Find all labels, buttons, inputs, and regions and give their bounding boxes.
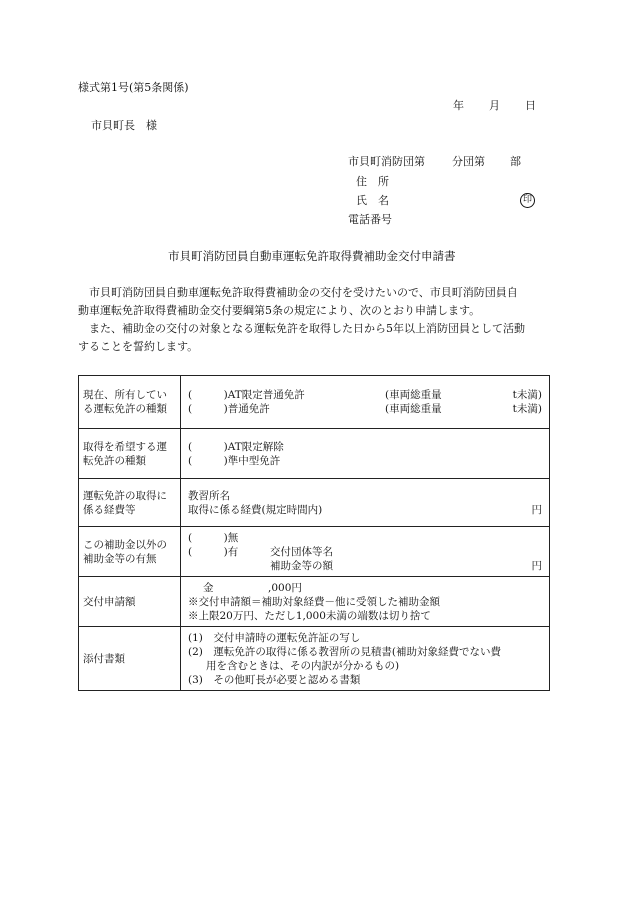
school-name-label: 教習所名: [188, 489, 230, 502]
body-p2-line2: することを誓約します。: [78, 340, 199, 353]
row-attachments: [79, 627, 550, 691]
row-other-subsidy: [79, 527, 550, 577]
row-costs: [79, 479, 550, 527]
label-costs: 運転免許の取得に係る経費等: [79, 479, 181, 527]
request-thousand: ,000円: [268, 581, 302, 594]
body-paragraph-1: [78, 284, 558, 320]
document-title: 市貝町消防団員自動車運転免許取得費補助金交付申請書: [168, 249, 456, 263]
desired-opt-at-removal: ( )AT限定解除: [188, 440, 284, 453]
phone-label: 電話番号: [348, 213, 392, 226]
current-opt-regular: ( )普通免許: [188, 403, 270, 415]
desired-opt-semi-medium: ( )準中型免許: [188, 454, 281, 467]
current-opt-regular-unit: t未満): [512, 403, 542, 415]
cost-label: 取得に係る経費(規定時間内): [188, 503, 323, 516]
body-p1-line2: 動車運転免許取得費補助金交付要綱第5条の規定により、次のとおり申請します。: [78, 304, 481, 317]
current-opt-at: ( )AT限定普通免許: [188, 389, 305, 401]
body-paragraph-2: [78, 320, 558, 356]
name-label: 氏 名: [356, 194, 389, 207]
attachment-item-1: (1) 交付申請時の運転免許証の写し: [188, 631, 361, 644]
cell-current-license: [181, 376, 550, 429]
label-current-license: 現在、所有している運転免許の種類: [79, 376, 181, 429]
cell-costs: [181, 479, 550, 527]
other-yes: ( )有: [188, 545, 239, 558]
application-table: [78, 375, 550, 691]
label-attachments: 添付書類: [79, 627, 181, 691]
date-day: 日: [525, 99, 536, 112]
other-yen: 円: [531, 559, 542, 572]
addressee: 市貝町長 様: [91, 119, 157, 132]
current-opt-at-note: (車両総重量: [385, 389, 442, 401]
label-other-subsidy: この補助金以外の補助金等の有無: [79, 527, 181, 577]
other-org-label: 交付団体等名: [270, 545, 333, 558]
affiliation-bundan: 分団第: [452, 155, 485, 168]
cell-request-amount: [181, 577, 550, 627]
body-p1-line1: 市貝町消防団員自動車運転免許取得費補助金の交付を受けたいので、市貝町消防団員自: [89, 286, 518, 299]
cost-yen: 円: [531, 503, 542, 516]
row-current-license: [79, 376, 550, 429]
label-desired-license: 取得を希望する運転免許の種類: [79, 429, 181, 479]
other-none: ( )無: [188, 531, 239, 544]
request-note-2: ※上限20万円、ただし1,000未満の端数は切り捨て: [188, 609, 431, 622]
label-request-amount: 交付申請額: [79, 577, 181, 627]
address-label: 住 所: [356, 175, 389, 188]
current-opt-regular-note: (車両総重量: [385, 403, 442, 415]
row-desired-license: [79, 429, 550, 479]
attachment-item-2b: 用を含むときは、その内訳が分かるもの): [206, 659, 400, 672]
attachment-item-3: (3) その他町長が必要と認める書類: [188, 673, 361, 686]
cell-desired-license: [181, 429, 550, 479]
affiliation-bu: 部: [510, 155, 521, 168]
seal-mark: 印: [520, 193, 535, 208]
current-opt-at-unit: t未満): [512, 389, 542, 401]
request-kin: 金: [203, 581, 214, 594]
request-note-1: ※交付申請額＝補助対象経費－他に受領した補助金額: [188, 595, 440, 608]
cell-attachments: [181, 627, 550, 691]
form-number: 様式第1号(第5条関係): [78, 81, 189, 94]
row-request-amount: [79, 577, 550, 627]
attachment-item-2a: (2) 運転免許の取得に係る教習所の見積書(補助対象経費でない費: [188, 645, 501, 658]
date-year: 年: [453, 99, 464, 112]
body-p2-line1: また、補助金の交付の対象となる運転免許を取得した日から5年以上消防団員として活動: [89, 322, 525, 335]
affiliation-prefix: 市貝町消防団第: [348, 155, 425, 168]
other-amount-label: 補助金等の額: [270, 559, 333, 572]
date-month: 月: [489, 99, 500, 112]
cell-other-subsidy: [181, 527, 550, 577]
